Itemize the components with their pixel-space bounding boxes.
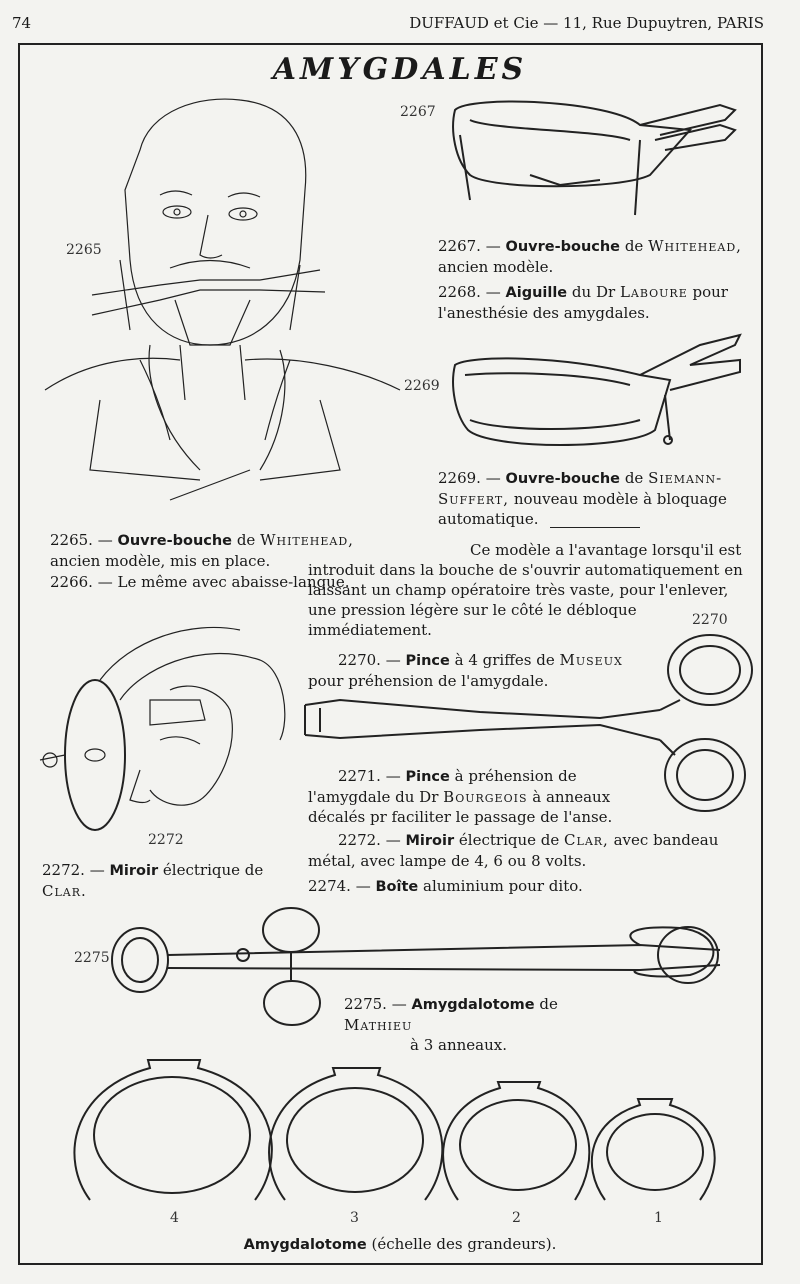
fig-label-2272: 2272 (148, 832, 184, 848)
entry-2267: 2267. — Ouvre-bouche de Whitehead, ancien modèle. (438, 237, 742, 276)
scale-label-1: 1 (654, 1210, 663, 1226)
publisher-header: DUFFAUD et Cie — 11, Rue Dupuytren, PARIS (409, 14, 764, 32)
scale-label-3: 3 (350, 1210, 359, 1226)
caption-2272: 2272. — Miroir électrique de Clar. (42, 861, 264, 900)
entry-2275: 2275. — Amygdalotome de Mathieu à 3 anneaux. (344, 995, 558, 1054)
page-title: AMYGDALES (272, 52, 528, 87)
entry-2271: 2271. — Pince à préhension de l'amygdale du Dr Bourgeois à anneaux décalés pr faciliter le passage de l'anse. (308, 767, 613, 826)
fig-label-2265: 2265 (66, 242, 102, 258)
entry-2272: 2272. — Miroir électrique de Clar, avec bandeau métal, avec lampe de 4, 6 ou 8 volts. (308, 831, 719, 870)
entry-2269: 2269. — Ouvre-bouche de Siemann-Suffert, nouveau modèle à bloquage automatique. (438, 469, 727, 528)
entry-2270: 2270. — Pince à 4 griffes de Museux pour préhension de l'amygdale. (308, 651, 623, 690)
page-number: 74 (12, 14, 32, 32)
scale-label-4: 4 (170, 1210, 179, 1226)
entry-2266: 2266. — Le même avec abaisse-langue. (50, 573, 350, 591)
fig-label-2269: 2269 (404, 378, 440, 394)
separator-rule (550, 527, 640, 528)
scale-label-2: 2 (512, 1210, 521, 1226)
entry-2265: 2265. — Ouvre-bouche de Whitehead, ancien modèle, mis en place. (50, 531, 354, 570)
entry-2269-note: Ce modèle a l'avantage lorsqu'il est introduit dans la bouche de s'ouvrir automatiquement en laissant un champ opératoire très vaste, pour l'enlever, une pression légère sur le côté le débloque immédiatement. (308, 541, 743, 639)
entry-2268: 2268. — Aiguille du Dr Laboure pour l'anesthésie des amygdales. (438, 283, 728, 322)
scale-caption: Amygdalotome (échelle des grandeurs). (243, 1235, 557, 1253)
fig-label-2270: 2270 (692, 612, 728, 628)
fig-label-2275: 2275 (74, 950, 110, 966)
fig-label-2267: 2267 (400, 104, 436, 120)
entry-2274: 2274. — Boîte aluminium pour dito. (308, 877, 583, 895)
